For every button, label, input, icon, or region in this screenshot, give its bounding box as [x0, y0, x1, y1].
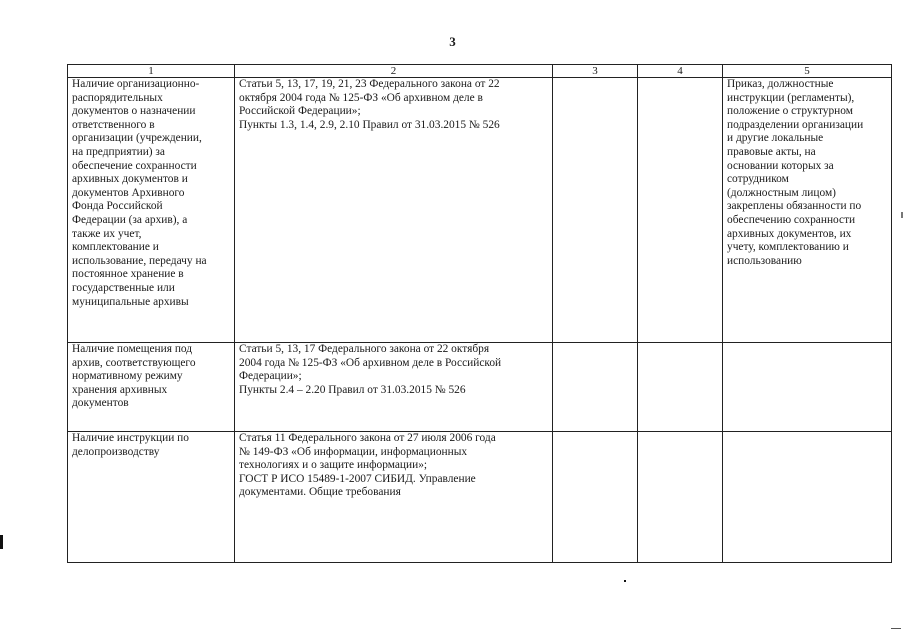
column-header-3: 3	[553, 65, 638, 78]
table-row	[68, 78, 892, 343]
column-header-1: 1	[68, 65, 235, 78]
column-4-cell	[638, 78, 723, 343]
requirement-cell	[68, 78, 235, 343]
documents-cell	[723, 343, 892, 432]
documents-cell	[723, 432, 892, 563]
table-row	[68, 343, 892, 432]
requirement-text: Наличие инструкции по делопроизводству	[72, 432, 189, 458]
page-number: 3	[449, 34, 456, 49]
scan-artifact-mark	[0, 535, 3, 549]
requirement-text: Наличие организационно- распорядительных документов о назначении ответственного в организации (учреждении, на предприятии) за обеспечение сохранности архивных документов и документов Архивного Фонда Российской Федерации (за архив), а также их учет, комплектование и использование, передачу на постоянное хранение в государственные или муниципальные архивы	[72, 78, 207, 308]
scan-artifact-mark	[891, 628, 901, 629]
column-header-5: 5	[723, 65, 892, 78]
legal-basis-cell	[235, 343, 553, 432]
requirement-cell	[68, 343, 235, 432]
requirements-table	[67, 64, 892, 563]
requirement-cell	[68, 432, 235, 563]
column-4-cell	[638, 432, 723, 563]
documents-text: Приказ, должностные инструкции (регламенты), положение о структурном подразделении организации и другие локальные правовые акты, на основании которых за сотрудником (должностным лицом) закреплены обязанности по обеспечению сохранности архивных документов, их учету, комплектованию и использованию	[727, 78, 864, 267]
table-header-row	[68, 65, 892, 78]
documents-cell	[723, 78, 892, 343]
column-4-cell	[638, 343, 723, 432]
scan-artifact-dot	[624, 580, 626, 582]
column-header-2: 2	[235, 65, 553, 78]
legal-basis-text: Статьи 5, 13, 17, 19, 21, 23 Федерального закона от 22 октября 2004 года № 125-ФЗ «Об архивном деле в Российской Федерации»; Пункты 1.3, 1.4, 2.9, 2.10 Правил от 31.03.2015 № 526	[239, 78, 500, 131]
scan-artifact-mark	[901, 212, 903, 218]
requirement-text: Наличие помещения под архив, соответствующего нормативному режиму хранения архивных документов	[72, 343, 196, 410]
legal-basis-text: Статьи 5, 13, 17 Федерального закона от 22 октября 2004 года № 125-ФЗ «Об архивном деле в Российской Федерации»; Пункты 2.4 – 2.20 Правил от 31.03.2015 № 526	[239, 343, 502, 396]
column-3-cell	[553, 78, 638, 343]
column-3-cell	[553, 432, 638, 563]
column-header-4: 4	[638, 65, 723, 78]
table-row	[68, 432, 892, 563]
column-3-cell	[553, 343, 638, 432]
legal-basis-cell	[235, 78, 553, 343]
legal-basis-cell	[235, 432, 553, 563]
legal-basis-text: Статья 11 Федерального закона от 27 июля 2006 года № 149-ФЗ «Об информации, информационных технологиях и о защите информации»; ГОСТ Р ИСО 15489-1-2007 СИБИД. Управление документами. Общие требования	[239, 432, 496, 499]
